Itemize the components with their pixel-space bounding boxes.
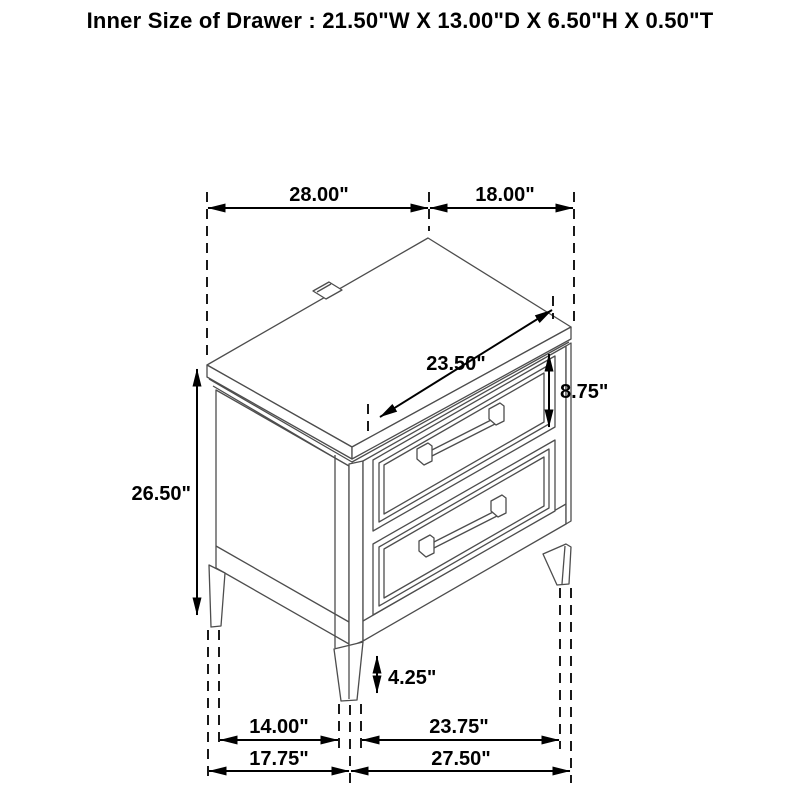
dim-foot-width-inner bbox=[362, 716, 559, 740]
dim-label-foot-width-outer: 27.50" bbox=[431, 748, 491, 770]
dim-top-depth bbox=[430, 184, 573, 208]
dim-foot-depth-outer bbox=[209, 748, 349, 771]
diagram-title: Inner Size of Drawer : 21.50"W X 13.00"D X 6.50"H X 0.50"T bbox=[86, 8, 714, 33]
dim-label-top-depth: 18.00" bbox=[475, 184, 535, 206]
dim-label-foot-depth-outer: 17.75" bbox=[249, 748, 309, 770]
dim-label-surface-width: 23.50" bbox=[426, 353, 486, 375]
nightstand bbox=[207, 238, 571, 701]
dim-label-foot-depth-inner: 14.00" bbox=[249, 716, 309, 738]
dim-top-width bbox=[208, 184, 428, 208]
dim-label-top-width: 28.00" bbox=[289, 184, 349, 206]
dim-leg-height bbox=[377, 656, 436, 693]
right-leg bbox=[543, 544, 571, 585]
corner-stile bbox=[349, 461, 363, 647]
dim-label-foot-width-inner: 23.75" bbox=[429, 716, 489, 738]
back-left-leg bbox=[209, 565, 225, 627]
dim-foot-width-outer bbox=[351, 748, 570, 771]
dim-label-body-height: 26.50" bbox=[131, 483, 191, 505]
dim-foot-depth-inner bbox=[220, 716, 338, 740]
dim-body-height bbox=[131, 369, 197, 615]
dim-label-leg-height: 4.25" bbox=[388, 667, 437, 689]
dim-label-drawer-front-height: 8.75" bbox=[560, 381, 609, 403]
